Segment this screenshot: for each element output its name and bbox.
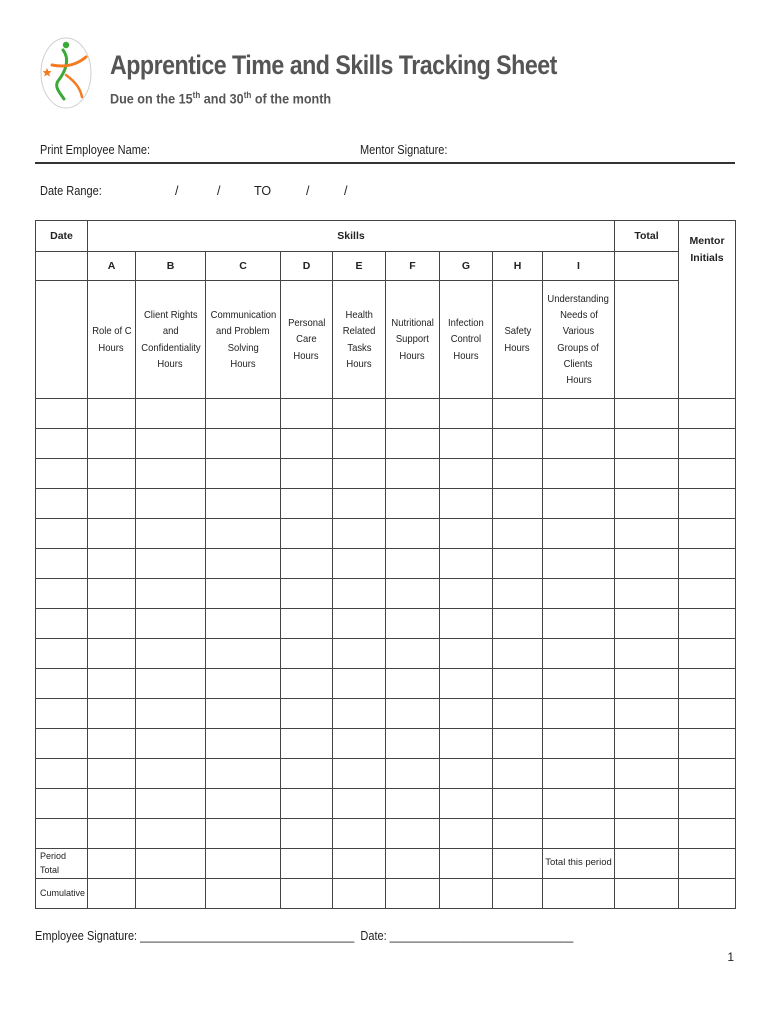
entry-cell[interactable] <box>386 549 440 579</box>
entry-cell[interactable] <box>88 669 136 699</box>
entry-cell[interactable] <box>281 609 333 639</box>
entry-cell[interactable] <box>493 609 543 639</box>
column-description-line: Hours <box>293 349 320 362</box>
column-description <box>543 281 615 399</box>
entry-cell[interactable] <box>206 669 281 699</box>
entry-cell[interactable] <box>615 609 679 639</box>
entry-cell[interactable] <box>206 519 281 549</box>
table-row <box>36 819 736 849</box>
column-letter: I <box>543 252 615 281</box>
entry-cell[interactable] <box>88 819 136 849</box>
table-row <box>36 789 736 819</box>
entry-cell[interactable] <box>493 459 543 489</box>
entry-cell[interactable] <box>615 429 679 459</box>
entry-cell[interactable] <box>386 729 440 759</box>
entry-cell[interactable] <box>281 459 333 489</box>
mentor-signature-label: Mentor Signature: <box>360 143 448 157</box>
entry-cell[interactable] <box>386 609 440 639</box>
entry-cell[interactable] <box>36 699 88 729</box>
entry-cell[interactable] <box>281 789 333 819</box>
entry-cell[interactable] <box>615 669 679 699</box>
entry-cell[interactable] <box>615 729 679 759</box>
entry-cell[interactable] <box>281 579 333 609</box>
entry-cell[interactable] <box>440 729 493 759</box>
column-description-line: Hours <box>504 341 531 354</box>
entry-cell[interactable] <box>493 759 543 789</box>
table-row <box>36 549 736 579</box>
entry-cell[interactable] <box>386 639 440 669</box>
table-row <box>36 459 736 489</box>
company-logo-icon <box>40 37 92 109</box>
entry-cell[interactable] <box>281 669 333 699</box>
entry-cell[interactable] <box>333 549 386 579</box>
entry-cell[interactable] <box>543 789 615 819</box>
entry-cell[interactable] <box>440 579 493 609</box>
column-letter: G <box>440 252 493 281</box>
period-total-cell[interactable] <box>493 849 543 879</box>
total-header: Total <box>615 221 679 252</box>
column-description-line: Hours <box>98 341 125 354</box>
entry-cell[interactable] <box>543 669 615 699</box>
period-total-cell[interactable] <box>615 849 679 879</box>
divider-line <box>35 162 735 164</box>
entry-cell[interactable] <box>36 579 88 609</box>
entry-cell[interactable] <box>206 789 281 819</box>
date-header: Date <box>36 221 88 252</box>
entry-cell[interactable] <box>493 789 543 819</box>
column-description-line: Safety <box>504 325 531 338</box>
entry-cell[interactable] <box>440 639 493 669</box>
entry-cell[interactable] <box>136 729 206 759</box>
table-row <box>36 729 736 759</box>
column-description-line: and <box>162 325 179 338</box>
entry-cell[interactable] <box>88 789 136 819</box>
entry-cell[interactable] <box>206 579 281 609</box>
to-label: TO <box>254 184 272 198</box>
entry-cell[interactable] <box>440 489 493 519</box>
entry-cell[interactable] <box>36 669 88 699</box>
entry-cell[interactable] <box>333 729 386 759</box>
column-description-line: Hours <box>230 357 256 370</box>
column-letter: F <box>386 252 440 281</box>
column-description <box>206 281 281 399</box>
entry-cell[interactable] <box>281 639 333 669</box>
entry-cell[interactable] <box>615 489 679 519</box>
period-total-cell[interactable] <box>136 849 206 879</box>
column-description-line: Infection <box>448 317 484 330</box>
entry-cell[interactable] <box>206 699 281 729</box>
entry-cell[interactable] <box>440 789 493 819</box>
column-letter: B <box>136 252 206 281</box>
skills-tracking-table <box>35 220 736 909</box>
entry-cell[interactable] <box>493 579 543 609</box>
cumulative-cell[interactable] <box>493 879 543 909</box>
entry-cell[interactable] <box>333 609 386 639</box>
entry-cell[interactable] <box>136 459 206 489</box>
column-description-line: Clients <box>564 357 593 370</box>
date-slash: / <box>217 184 221 198</box>
blank-cell <box>615 281 679 399</box>
entry-cell[interactable] <box>206 729 281 759</box>
cumulative-cell[interactable] <box>679 879 736 909</box>
column-letter: A <box>88 252 136 281</box>
entry-cell[interactable] <box>679 819 736 849</box>
table-row <box>36 669 736 699</box>
period-total-row <box>36 849 736 879</box>
entry-cell[interactable] <box>136 819 206 849</box>
entry-cell[interactable] <box>543 459 615 489</box>
table-row <box>36 609 736 639</box>
entry-cell[interactable] <box>281 489 333 519</box>
table-row <box>36 759 736 789</box>
entry-cell[interactable] <box>386 759 440 789</box>
entry-cell[interactable] <box>88 549 136 579</box>
entry-cell[interactable] <box>615 819 679 849</box>
cumulative-cell[interactable] <box>281 879 333 909</box>
entry-cell[interactable] <box>440 459 493 489</box>
column-description <box>493 281 543 399</box>
entry-cell[interactable] <box>543 399 615 429</box>
entry-cell[interactable] <box>493 399 543 429</box>
entry-cell[interactable] <box>36 789 88 819</box>
entry-cell[interactable] <box>36 819 88 849</box>
column-letter: E <box>333 252 386 281</box>
entry-cell[interactable] <box>386 789 440 819</box>
entry-cell[interactable] <box>440 399 493 429</box>
column-description-line: Hours <box>157 357 184 370</box>
table-row <box>36 399 736 429</box>
signature-date-field[interactable]: Date: ______________________________ <box>360 929 574 943</box>
entry-cell[interactable] <box>679 789 736 819</box>
table-row <box>36 519 736 549</box>
column-description-line: Hours <box>399 349 426 362</box>
column-description <box>136 281 206 399</box>
column-description <box>386 281 440 399</box>
entry-cell[interactable] <box>615 459 679 489</box>
column-description-line: Needs of <box>559 308 598 321</box>
entry-cell[interactable] <box>136 639 206 669</box>
period-total-cell[interactable] <box>440 849 493 879</box>
entry-cell[interactable] <box>36 459 88 489</box>
entry-cell[interactable] <box>679 489 736 519</box>
column-description-line: Personal <box>287 317 326 330</box>
cumulative-cell[interactable] <box>615 879 679 909</box>
entry-cell[interactable] <box>333 429 386 459</box>
entry-cell[interactable] <box>281 759 333 789</box>
entry-cell[interactable] <box>136 549 206 579</box>
entry-cell[interactable] <box>136 489 206 519</box>
column-description-line: Various <box>562 325 595 338</box>
entry-cell[interactable] <box>36 609 88 639</box>
entry-cell[interactable] <box>36 639 88 669</box>
table-row <box>36 639 736 669</box>
table-row <box>36 699 736 729</box>
entry-cell[interactable] <box>206 399 281 429</box>
cumulative-cell[interactable] <box>543 879 615 909</box>
entry-cell[interactable] <box>333 579 386 609</box>
entry-cell[interactable] <box>333 759 386 789</box>
column-description-line: Hours <box>346 357 372 370</box>
entry-cell[interactable] <box>281 729 333 759</box>
entry-cell[interactable] <box>206 459 281 489</box>
blank-cell <box>36 281 88 399</box>
entry-cell[interactable] <box>333 519 386 549</box>
entry-cell[interactable] <box>440 519 493 549</box>
entry-cell[interactable] <box>206 549 281 579</box>
entry-cell[interactable] <box>543 519 615 549</box>
entry-cell[interactable] <box>333 639 386 669</box>
column-description-line: Communication <box>210 308 276 321</box>
employee-name-label: Print Employee Name: <box>40 143 151 157</box>
entry-cell[interactable] <box>136 669 206 699</box>
entry-cell[interactable] <box>543 699 615 729</box>
entry-cell[interactable] <box>615 549 679 579</box>
entry-cell[interactable] <box>440 429 493 459</box>
entry-cell[interactable] <box>679 549 736 579</box>
period-total-cell[interactable] <box>333 849 386 879</box>
cumulative-label: Cumulative <box>36 879 88 909</box>
blank-cell <box>615 252 679 281</box>
entry-cell[interactable] <box>136 399 206 429</box>
column-description <box>88 281 136 399</box>
page-subtitle: Due on the 15th and 30th of the month <box>110 90 332 107</box>
column-description-line: Control <box>450 333 482 346</box>
entry-cell[interactable] <box>88 519 136 549</box>
entry-cell[interactable] <box>679 519 736 549</box>
entry-cell[interactable] <box>206 759 281 789</box>
entry-cell[interactable] <box>281 429 333 459</box>
date-slash: / <box>306 184 310 198</box>
column-description <box>440 281 493 399</box>
entry-cell[interactable] <box>36 519 88 549</box>
entry-cell[interactable] <box>206 429 281 459</box>
entry-cell[interactable] <box>136 759 206 789</box>
entry-cell[interactable] <box>136 579 206 609</box>
entry-cell[interactable] <box>493 639 543 669</box>
cumulative-cell[interactable] <box>206 879 281 909</box>
column-letter: C <box>206 252 281 281</box>
entry-cell[interactable] <box>679 759 736 789</box>
period-total-cell[interactable] <box>386 849 440 879</box>
entry-cell[interactable] <box>615 789 679 819</box>
column-description-line: Hours <box>453 349 479 362</box>
entry-cell[interactable] <box>333 819 386 849</box>
entry-cell[interactable] <box>543 639 615 669</box>
entry-cell[interactable] <box>543 609 615 639</box>
entry-cell[interactable] <box>386 429 440 459</box>
entry-cell[interactable] <box>88 489 136 519</box>
period-total-label: Period Total <box>36 849 88 879</box>
cumulative-cell[interactable] <box>333 879 386 909</box>
entry-cell[interactable] <box>36 429 88 459</box>
entry-cell[interactable] <box>281 699 333 729</box>
cumulative-row <box>36 879 736 909</box>
entry-cell[interactable] <box>333 399 386 429</box>
date-slash: / <box>175 184 179 198</box>
entry-cell[interactable] <box>136 519 206 549</box>
entry-cell[interactable] <box>440 819 493 849</box>
entry-cell[interactable] <box>206 639 281 669</box>
entry-cell[interactable] <box>543 489 615 519</box>
entry-cell[interactable] <box>88 759 136 789</box>
page-number: 1 <box>727 950 734 964</box>
column-description-line: Understanding <box>547 292 610 305</box>
entry-cell[interactable] <box>679 699 736 729</box>
entry-cell[interactable] <box>333 489 386 519</box>
column-letter: D <box>281 252 333 281</box>
entry-cell[interactable] <box>36 729 88 759</box>
entry-cell[interactable] <box>36 759 88 789</box>
blank-cell <box>36 252 88 281</box>
entry-cell[interactable] <box>440 609 493 639</box>
entry-cell[interactable] <box>679 669 736 699</box>
entry-cell[interactable] <box>493 699 543 729</box>
entry-cell[interactable] <box>440 699 493 729</box>
entry-cell[interactable] <box>88 609 136 639</box>
entry-cell[interactable] <box>679 459 736 489</box>
entry-cell[interactable] <box>493 429 543 459</box>
entry-cell[interactable] <box>543 729 615 759</box>
entry-cell[interactable] <box>386 819 440 849</box>
entry-cell[interactable] <box>88 429 136 459</box>
entry-cell[interactable] <box>493 729 543 759</box>
entry-cell[interactable] <box>281 519 333 549</box>
entry-cell[interactable] <box>615 639 679 669</box>
entry-cell[interactable] <box>615 759 679 789</box>
period-total-cell[interactable] <box>88 849 136 879</box>
date-slash: / <box>344 184 348 198</box>
entry-cell[interactable] <box>333 459 386 489</box>
column-description-line: Health <box>345 308 373 321</box>
entry-cell[interactable] <box>440 549 493 579</box>
column-description-line: Related <box>342 325 376 338</box>
entry-cell[interactable] <box>281 549 333 579</box>
entry-cell[interactable] <box>206 609 281 639</box>
entry-cell[interactable] <box>88 639 136 669</box>
entry-cell[interactable] <box>386 699 440 729</box>
column-description <box>281 281 333 399</box>
column-description-line: Confidentiality <box>140 341 201 354</box>
entry-cell[interactable] <box>88 399 136 429</box>
entry-cell[interactable] <box>543 579 615 609</box>
column-description-line: Solving <box>227 341 259 354</box>
entry-cell[interactable] <box>386 519 440 549</box>
entry-cell[interactable] <box>615 399 679 429</box>
cumulative-cell[interactable] <box>88 879 136 909</box>
table-row <box>36 579 736 609</box>
entry-cell[interactable] <box>386 669 440 699</box>
entry-cell[interactable] <box>543 549 615 579</box>
entry-cell[interactable] <box>493 519 543 549</box>
entry-cell[interactable] <box>36 549 88 579</box>
entry-cell[interactable] <box>679 429 736 459</box>
entry-cell[interactable] <box>543 429 615 459</box>
table-row <box>36 489 736 519</box>
entry-cell[interactable] <box>88 459 136 489</box>
column-description <box>333 281 386 399</box>
column-description-line: Groups of <box>557 341 600 354</box>
column-description-line: Care <box>296 333 317 346</box>
entry-cell[interactable] <box>281 399 333 429</box>
employee-signature-field[interactable]: Employee Signature: ___________________________________ <box>35 929 355 943</box>
total-this-period-label: Total this period <box>543 849 615 879</box>
period-total-cell[interactable] <box>679 849 736 879</box>
entry-cell[interactable] <box>36 489 88 519</box>
entry-cell[interactable] <box>679 399 736 429</box>
entry-cell[interactable] <box>493 819 543 849</box>
table-row <box>36 429 736 459</box>
entry-cell[interactable] <box>543 759 615 789</box>
column-description-line: Client Rights <box>143 308 198 321</box>
period-total-cell[interactable] <box>206 849 281 879</box>
cumulative-cell[interactable] <box>136 879 206 909</box>
period-total-cell[interactable] <box>281 849 333 879</box>
entry-cell[interactable] <box>440 669 493 699</box>
entry-cell[interactable] <box>386 399 440 429</box>
entry-cell[interactable] <box>386 459 440 489</box>
entry-cell[interactable] <box>615 519 679 549</box>
signature-footer <box>35 929 573 943</box>
column-description-line: Role of C <box>91 325 132 338</box>
entry-cell[interactable] <box>136 429 206 459</box>
entry-cell[interactable] <box>333 699 386 729</box>
entry-cell[interactable] <box>136 699 206 729</box>
date-range-label: Date Range: <box>40 184 102 198</box>
entry-cell[interactable] <box>136 609 206 639</box>
entry-cell[interactable] <box>281 819 333 849</box>
cumulative-cell[interactable] <box>440 879 493 909</box>
mentor-initials-header: Mentor Initials <box>679 221 736 399</box>
entry-cell[interactable] <box>440 759 493 789</box>
entry-cell[interactable] <box>615 699 679 729</box>
column-letter: H <box>493 252 543 281</box>
column-description-line: Support <box>395 333 430 346</box>
entry-cell[interactable] <box>88 729 136 759</box>
entry-cell[interactable] <box>206 819 281 849</box>
column-description-line: and Problem <box>216 325 270 338</box>
entry-cell[interactable] <box>679 639 736 669</box>
entry-cell[interactable] <box>493 549 543 579</box>
column-description-line: Tasks <box>346 341 372 354</box>
entry-cell[interactable] <box>493 669 543 699</box>
entry-cell[interactable] <box>543 819 615 849</box>
page-title: Apprentice Time and Skills Tracking Sheet <box>110 50 557 80</box>
cumulative-cell[interactable] <box>386 879 440 909</box>
column-description-line: Hours <box>565 374 592 387</box>
entry-cell[interactable] <box>88 699 136 729</box>
entry-cell[interactable] <box>333 669 386 699</box>
skills-header: Skills <box>88 221 615 252</box>
entry-cell[interactable] <box>386 489 440 519</box>
entry-cell[interactable] <box>36 399 88 429</box>
entry-cell[interactable] <box>206 489 281 519</box>
entry-cell[interactable] <box>136 789 206 819</box>
column-description-line: Nutritional <box>391 317 434 330</box>
entry-cell[interactable] <box>386 579 440 609</box>
entry-cell[interactable] <box>88 579 136 609</box>
entry-cell[interactable] <box>493 489 543 519</box>
entry-cell[interactable] <box>615 579 679 609</box>
entry-cell[interactable] <box>333 789 386 819</box>
entry-cell[interactable] <box>679 609 736 639</box>
entry-cell[interactable] <box>679 729 736 759</box>
entry-cell[interactable] <box>679 579 736 609</box>
